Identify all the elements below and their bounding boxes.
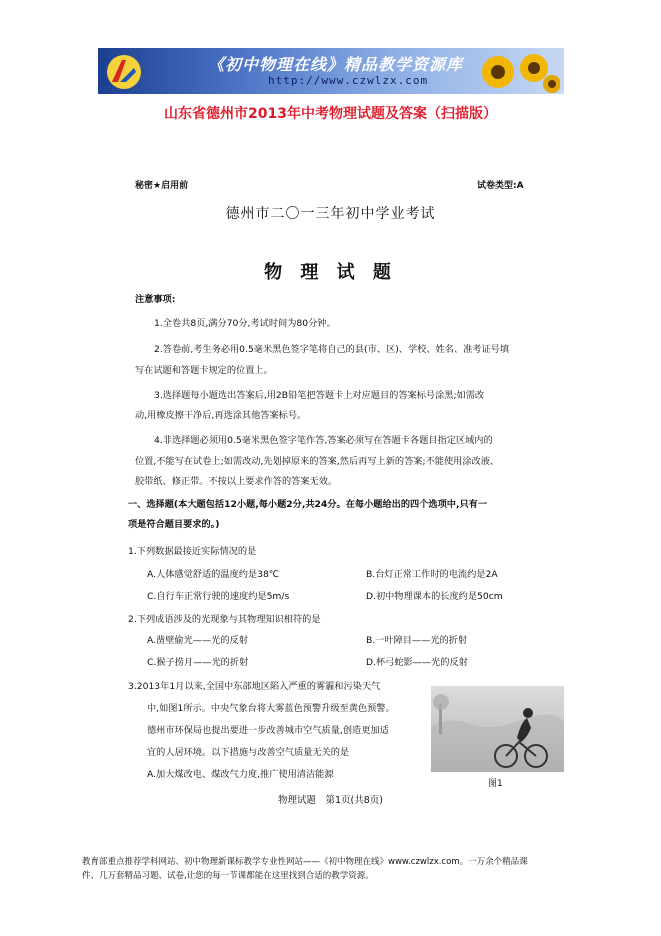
figure-1-label: 图1 [488, 779, 503, 789]
question-2-option-b: B.一叶障目——光的折射 [366, 635, 468, 646]
notes-item: 1.全卷共8页,满分70分,考试时间为80分钟。 [154, 318, 336, 329]
question-3-line: 中,如图1所示。中央气象台将大雾蓝色预警升级至黄色预警。 [147, 703, 395, 714]
paper-type-label: 试卷类型:A [477, 181, 524, 191]
banner-url[interactable]: http://www.czwlzx.com [268, 74, 429, 87]
question-2-stem: 2.下列成语涉及的光现象与其物理知识相符的是 [128, 614, 321, 625]
exam-name: 德州市二〇一三年初中学业考试 [225, 206, 436, 222]
notes-item: 写在试题和答题卡规定的位置上。 [135, 365, 273, 376]
question-3-line: 3.2013年1月以来,全国中东部地区陷入严重的雾霾和污染天气 [128, 681, 381, 692]
notes-item: 4.非选择题必须用0.5毫米黑色签字笔作答,答案必须写在答题卡各题目指定区域内的 [154, 435, 493, 446]
page-footer [82, 855, 622, 883]
cyclist-in-fog-icon [431, 686, 564, 772]
question-1-stem: 1.下列数据最接近实际情况的是 [128, 546, 257, 557]
notes-item: 胶带纸、修正带。不按以上要求作答的答案无效。 [135, 476, 338, 487]
question-2-option-a: A.凿壁偷光——光的反射 [147, 635, 248, 646]
question-1-option-a: A.人体感觉舒适的温度约是38℃ [147, 569, 280, 580]
question-1-option-b: B.台灯正常工作时的电流约是2A [366, 569, 498, 580]
question-3-line: 德州市环保局也提出要进一步改善城市空气质量,创造更加适 [147, 725, 389, 736]
section-heading-cont: 项是符合题目要求的。) [128, 519, 220, 530]
banner-title: 《初中物理在线》精品教学资源库 [208, 55, 464, 74]
document-title: 山东省德州市2013年中考物理试题及答案（扫描版） [164, 106, 497, 122]
question-1-option-c: C.自行车正常行驶的速度约是5m/s [147, 591, 290, 602]
question-1-option-d: D.初中物理课本的长度约是50cm [366, 591, 503, 602]
notes-item: 2.答卷前,考生务必用0.5毫米黑色签字笔将自己的县(市、区)、学校、姓名、准考证号填 [154, 344, 510, 355]
question-3-line: 宜的人居环境。以下措施与改善空气质量无关的是 [147, 747, 350, 758]
question-2-option-c: C.猴子捞月——光的折射 [147, 657, 249, 668]
notes-heading: 注意事项: [135, 294, 176, 305]
footer-line: 教育部重点推荐学科网站、初中物理新课标教学专业性网站——《初中物理在线》www.czwlzx.com。一万余个精品课 [82, 857, 528, 867]
footer-line: 件、几万套精品习题、试卷,让您的每一节课都能在这里找到合适的教学资源。 [82, 871, 374, 881]
section-heading: 一、选择题(本大题包括12小题,每小题2分,共24分。在每小题给出的四个选项中,只有一 [128, 499, 488, 510]
subject-title: 物 理 试 题 [264, 262, 397, 283]
notes-item: 位置,不能写在试卷上;如需改动,先划掉原来的答案,然后再写上新的答案;不能使用涂改液、 [135, 456, 500, 467]
notes-item: 3.选择题每小题选出答案后,用2B铅笔把答题卡上对应题目的答案标号涂黑;如需改 [154, 390, 485, 401]
sunflower-icon [476, 50, 560, 94]
figure-1-image [431, 686, 564, 772]
question-2-option-d: D.杯弓蛇影——光的反射 [366, 657, 468, 668]
secret-label: 秘密★启用前 [135, 181, 189, 191]
site-logo-icon [104, 54, 144, 90]
page-number: 物理试题 第1页(共8页) [277, 795, 383, 806]
notes-item: 动,用橡皮擦干净后,再选涂其他答案标号。 [135, 410, 307, 421]
question-3-option-a: A.加大煤改电、煤改气力度,推广使用清洁能源 [147, 769, 334, 780]
header-banner [98, 48, 564, 94]
